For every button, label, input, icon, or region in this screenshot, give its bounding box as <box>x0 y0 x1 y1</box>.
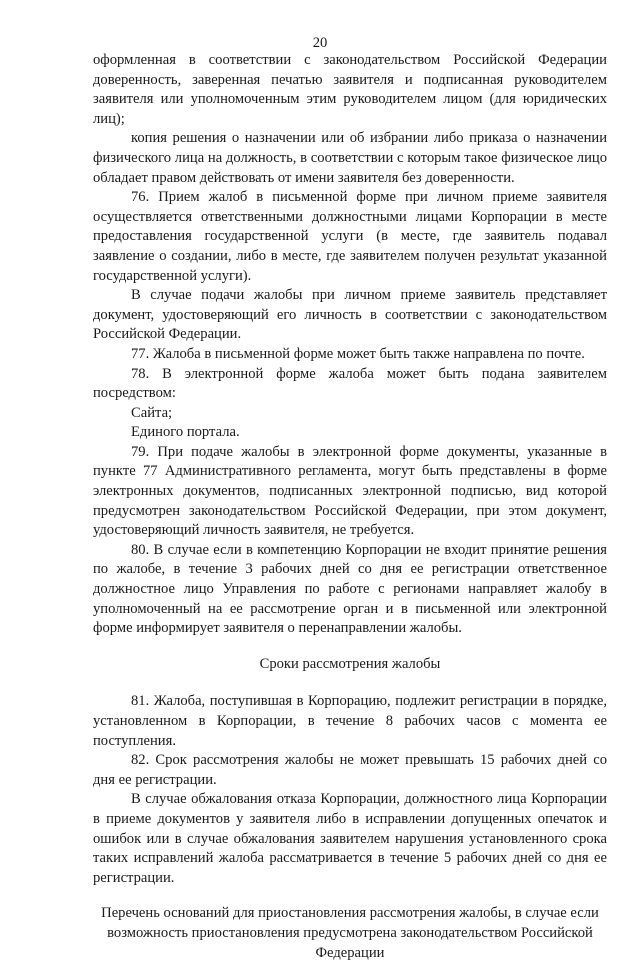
paragraph-appeal-refusal: В случае обжалования отказа Корпорации, должностного лица Корпорации в приеме документов у заявителя либо в исправлении допущенных опечаток и ошибок или в случае обжалования заявителем нарушения установленного срока таких исправлений жалоба рассматривается в течение 5 рабочих дней со дня ее регистрации. <box>93 791 607 886</box>
section-heading-review-terms: Сроки рассмотрения жалобы <box>259 655 441 672</box>
paragraph-80: 80. В случае если в компетенцию Корпорации не входит принятие решения по жалобе, в течение 3 рабочих дней со дня ее регистрации ответственное должностное лицо Управления по работе с регионами направляет жалобу в уполномоченный на ее рассмотрение орган и в письменной или электронной форме информирует заявителя о перенаправлении жалобы. <box>93 541 607 637</box>
list-item-unified-portal: Единого портала. <box>131 424 240 441</box>
paragraph-decision-copy: копия решения о назначении или об избрании либо приказа о назначении физического лица на должность, в соответствии с которым такое физическое лицо обладает правом действовать от имени заявителя без доверенности. <box>93 130 607 186</box>
paragraph-77: 77. Жалоба в письменной форме может быть также направлена по почте. <box>131 345 585 362</box>
paragraph-identity-document: В случае подачи жалобы при личном приеме заявитель представляет документ, удостоверяющий его личность в соответствии с законодательством Российской Федерации. <box>93 287 607 343</box>
paragraph-82: 82. Срок рассмотрения жалобы не может превышать 15 рабочих дней со дня ее регистрации. <box>93 752 607 788</box>
list-item-site: Сайта; <box>131 404 173 421</box>
document-body <box>93 51 607 963</box>
paragraph-79: 79. При подаче жалобы в электронной форме документы, указанные в пункте 77 Административного регламента, могут быть представлены в форме электронных документов, подписанных электронной подписью, вид которой предусмотрен законодательством Российской Федерации, при этом документ, удостоверяющий личность заявителя, не требуется. <box>93 443 607 539</box>
paragraph-78: 78. В электронной форме жалоба может быть подана заявителем посредством: <box>93 365 607 402</box>
section-heading-suspension-grounds: Перечень оснований для приостановления рассмотрения жалобы, в случае если возможность приостановления предусмотрена законодательством Российской Федерации <box>101 905 599 961</box>
paragraph-power-of-attorney: оформленная в соответствии с законодательством Российской Федерации доверенность, заверенная печатью заявителя и подписанная руководителем заявителя или уполномоченным этим руководителем лицом (для юридических лиц); <box>93 52 607 127</box>
paragraph-76: 76. Прием жалоб в письменной форме при личном приеме заявителя осуществляется ответственными должностными лицами Корпорации в месте предоставления государственной услуги (в месте, где заявитель подавал заявление о создании, либо в месте, где заявителем получен результат указанной государственной услуги). <box>93 189 607 284</box>
paragraph-81: 81. Жалоба, поступившая в Корпорацию, подлежит регистрации в порядке, установленном в Корпорации, в течение 8 рабочих часов с момента ее поступления. <box>93 693 607 749</box>
page-number: 20 <box>312 35 328 51</box>
